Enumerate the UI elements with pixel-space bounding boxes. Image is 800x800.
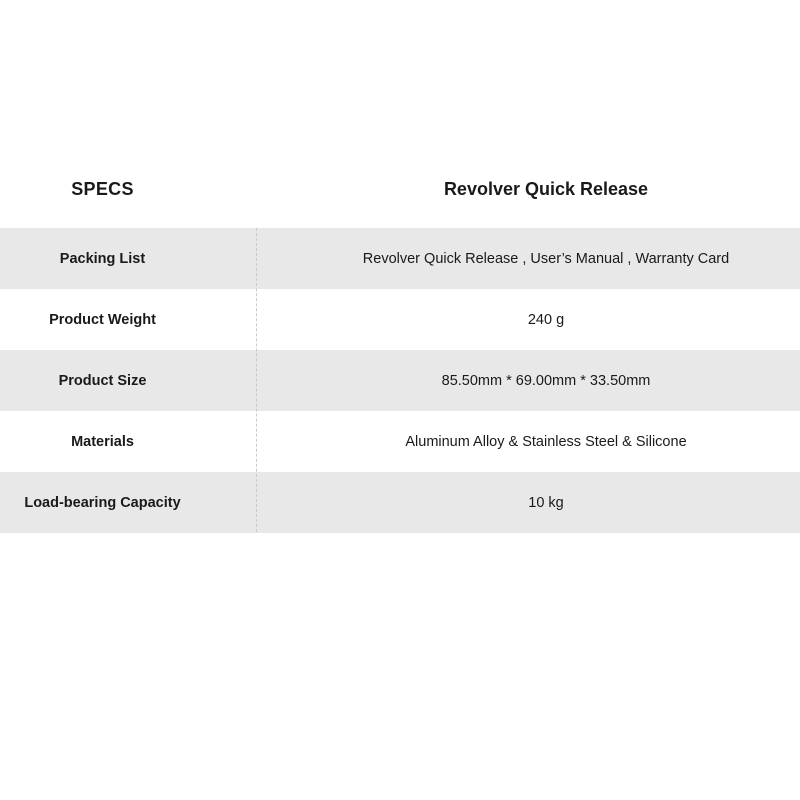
product-name-heading: Revolver Quick Release <box>443 178 649 199</box>
specs-heading: SPECS <box>71 178 134 199</box>
spec-value: Revolver Quick Release , User’s Manual , Warranty Card <box>362 250 730 267</box>
table-row <box>0 472 800 533</box>
spec-value: Aluminum Alloy & Stainless Steel & Silicone <box>405 433 687 450</box>
spec-value: 85.50mm * 69.00mm * 33.50mm <box>441 372 651 389</box>
spec-header <box>0 168 800 210</box>
table-row <box>0 228 800 289</box>
spec-value: 240 g <box>527 311 565 328</box>
spec-table <box>0 228 800 533</box>
table-row <box>0 411 800 472</box>
table-row <box>0 289 800 350</box>
table-row <box>0 350 800 411</box>
spec-label: Product Size <box>58 372 147 389</box>
column-divider <box>256 228 257 532</box>
spec-label: Packing List <box>59 250 146 267</box>
spec-value: 10 kg <box>528 494 564 511</box>
spec-label: Materials <box>71 433 134 450</box>
spec-label: Product Weight <box>49 311 156 328</box>
spec-label: Load-bearing Capacity <box>24 494 181 511</box>
